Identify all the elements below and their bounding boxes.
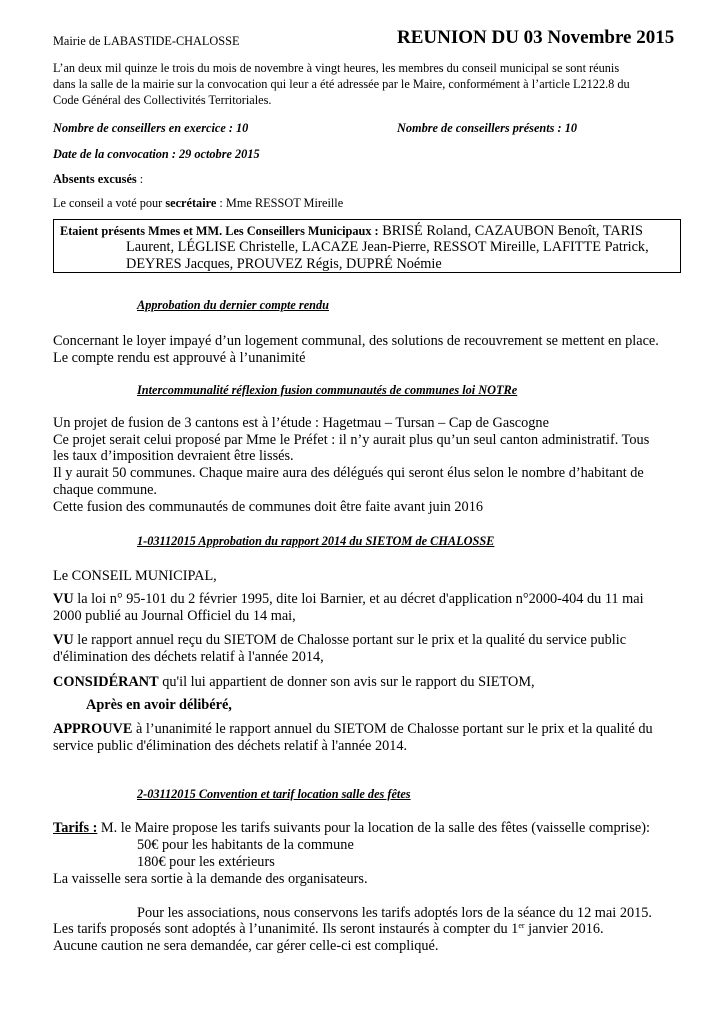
secretaire-prefix: Le conseil a voté pour — [53, 196, 166, 210]
vaisselle-line: La vaisselle sera sortie à la demande des organisateurs. — [53, 871, 368, 887]
vu-1-text: la loi n° 95-101 du 2 février 1995, dite loi Barnier, et au décret d'application n°2000-404 du 11 mai — [73, 591, 644, 607]
absents-excuses — [53, 172, 143, 188]
approuve-line-2: service public d'élimination des déchets relatif à l'année 2014. — [53, 738, 408, 754]
tarifs-adoptes-date: janvier 2016. — [524, 921, 604, 937]
presents-label: Etaient présents Mmes et MM. Les Conseillers Municipaux : — [60, 224, 379, 238]
section2-line-3: les taux d’imposition devraient être lissés. — [53, 448, 294, 464]
approuve-text: à l’unanimité le rapport annuel du SIETOM de Chalosse portant sur le prix et la qualité du — [132, 721, 653, 737]
mairie-name: Mairie de LABASTIDE-CHALOSSE — [53, 34, 240, 48]
considerant-line — [53, 674, 535, 691]
presents-line-1 — [60, 222, 643, 240]
section2-line-6: Cette fusion des communautés de communes doit être faite avant juin 2016 — [53, 499, 483, 515]
considerant-text: qu'il lui appartient de donner son avis sur le rapport du SIETOM, — [158, 674, 535, 690]
associations-line: Pour les associations, nous conservons les tarifs adoptés lors de la séance du 12 mai 2015. — [137, 905, 652, 921]
conseil-municipal: Le CONSEIL MUNICIPAL, — [53, 568, 217, 584]
vu-2-line-1 — [53, 632, 626, 649]
tarifs-label: Tarifs : — [53, 820, 98, 836]
approuve-line-1 — [53, 721, 653, 738]
tarif-habitants: 50€ pour les habitants de la commune — [137, 837, 354, 853]
section2-line-5: chaque commune. — [53, 482, 158, 498]
conseillers-exercice: Nombre de conseillers en exercice : 10 — [53, 121, 249, 135]
section-heading-salle-des-fetes: 2-03112015 Convention et tarif location salle des fêtes — [137, 787, 411, 801]
section1-line-2: Le compte rendu est approuvé à l’unanimité — [53, 350, 306, 366]
approuve-label: APPROUVE — [53, 721, 133, 737]
section-heading-intercommunalite: Intercommunalité réflexion fusion communautés de communes loi NOTRe — [137, 383, 518, 397]
tarif-exterieurs: 180€ pour les extérieurs — [137, 854, 275, 870]
ordinal-suffix: er — [518, 921, 525, 930]
section2-line-1: Un projet de fusion de 3 cantons est à l’étude : Hagetmau – Tursan – Cap de Gascogne — [53, 415, 549, 431]
date-convocation: Date de la convocation : 29 octobre 2015 — [53, 147, 260, 161]
vu-2-line-2: d'élimination des déchets relatif à l'année 2014, — [53, 649, 324, 665]
intro-line-2: dans la salle de la mairie sur la convocation qui leur a été adressée par le Maire, conformément à l’article L2122.8 du — [53, 77, 630, 91]
section1-line-1: Concernant le loyer impayé d’un logement communal, des solutions de recouvrement se mettent en place. — [53, 333, 659, 349]
section-heading-approbation: Approbation du dernier compte rendu — [137, 298, 329, 312]
presents-line-2: Laurent, LÉGLISE Christelle, LACAZE Jean-Pierre, RESSOT Mireille, LAFITTE Patrick, — [126, 239, 649, 255]
tarifs-adoptes-line — [53, 921, 604, 938]
tarifs-text: M. le Maire propose les tarifs suivants pour la location de la salle des fêtes (vaisselle comprise): — [97, 820, 651, 836]
page-title: REUNION DU 03 Novembre 2015 — [397, 27, 675, 48]
section2-line-4: Il y aurait 50 communes. Chaque maire aura des délégués qui seront élus selon le nombre d’habitant de — [53, 465, 644, 481]
apres-delibere: Après en avoir délibéré, — [86, 697, 232, 713]
secretaire-value: : Mme RESSOT Mireille — [216, 196, 344, 210]
intro-line-3: Code Général des Collectivités Territoriales. — [53, 93, 272, 107]
secretaire-label: secrétaire — [165, 196, 217, 210]
tarifs-adoptes-text: Les tarifs proposés sont adoptés à l’unanimité. Ils seront instaurés à compter du 1 — [53, 921, 519, 937]
vu-label: VU — [53, 591, 74, 607]
vu-1-line-2: 2000 publié au Journal Officiel du 14 mai, — [53, 608, 296, 624]
absents-suffix: : — [136, 172, 144, 186]
section-heading-sietom: 1-03112015 Approbation du rapport 2014 du SIETOM de CHALOSSE — [137, 534, 495, 548]
presents-names-1: BRISÉ Roland, CAZAUBON Benoît, TARIS — [378, 223, 643, 239]
caution-line: Aucune caution ne sera demandée, car gérer celle-ci est compliqué. — [53, 938, 439, 954]
presents-line-3: DEYRES Jacques, PROUVEZ Régis, DUPRÉ Noémie — [126, 256, 442, 272]
section2-line-2: Ce projet serait celui proposé par Mme le Préfet : il n’y aurait plus qu’un seul canton administratif. Tous — [53, 432, 650, 448]
vu-2-text: le rapport annuel reçu du SIETOM de Chalosse portant sur le prix et la qualité du service public — [73, 632, 627, 648]
vu-1-line-1 — [53, 591, 644, 608]
tarifs-line — [53, 820, 650, 837]
conseillers-presents: Nombre de conseillers présents : 10 — [397, 121, 577, 135]
vu-label: VU — [53, 632, 74, 648]
intro-line-1: L’an deux mil quinze le trois du mois de novembre à vingt heures, les membres du conseil municipal se sont réunis — [53, 61, 620, 75]
absents-label: Absents excusés — [53, 172, 137, 186]
considerant-label: CONSIDÉRANT — [53, 674, 159, 690]
secretaire-line — [53, 196, 343, 212]
